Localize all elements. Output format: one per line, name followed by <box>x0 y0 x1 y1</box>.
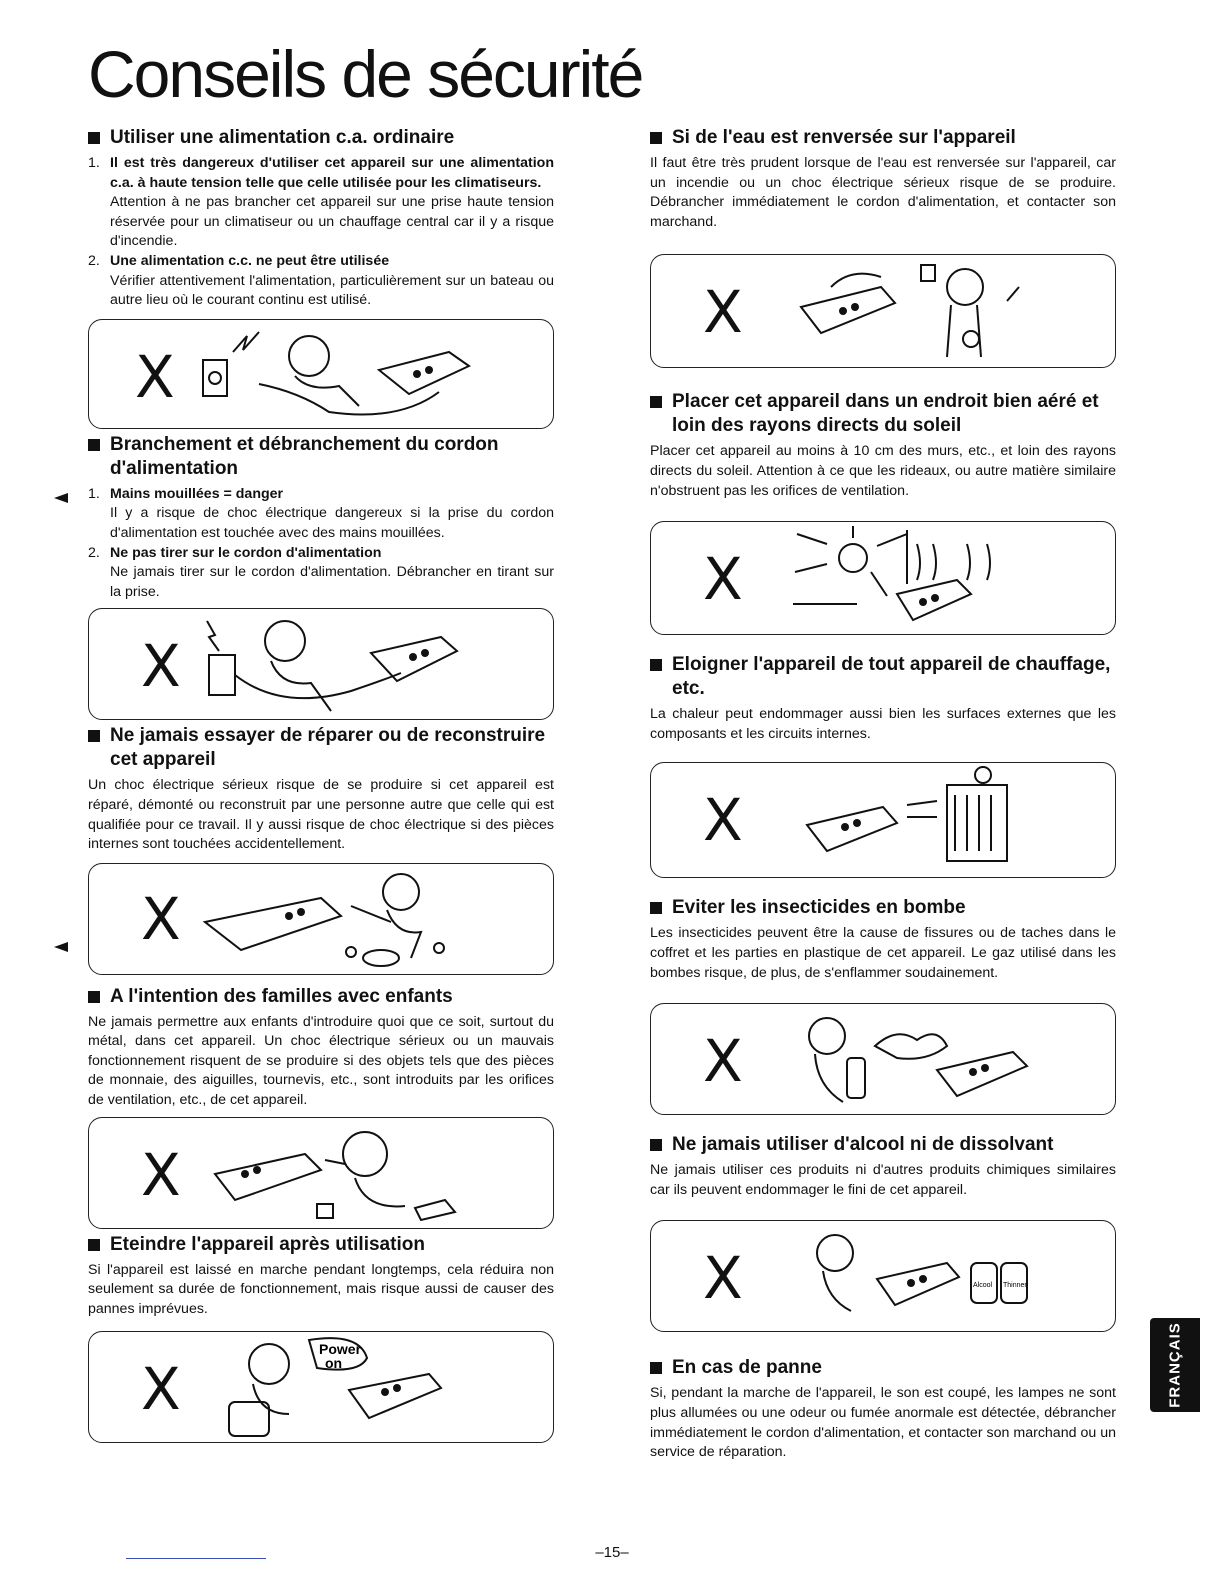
spray-illustration <box>787 1006 1117 1114</box>
margin-arrow-icon <box>54 942 68 952</box>
thinner-label: Thinner <box>1003 1282 1027 1290</box>
illustration-panel <box>88 1117 554 1229</box>
section-title: Eteindre l'appareil après utilisation <box>88 1233 554 1257</box>
section-title: Branchement et débranchement du cordon d'alimentation <box>88 433 554 481</box>
list-item: 1. Mains mouillées = danger Il y a risque de choc électrique dangereux si la prise du cordon d'alimentation est touchée avec des mains mouillées. <box>88 485 554 541</box>
cord-pull-illustration <box>201 611 531 719</box>
bullet-square-icon <box>650 1362 662 1374</box>
prohibited-x-icon: X <box>703 786 743 855</box>
prohibited-x-icon: X <box>703 545 743 614</box>
section-title: En cas de panne <box>650 1356 1116 1380</box>
prohibited-x-icon: X <box>703 1027 743 1096</box>
solvent-illustration <box>787 1223 1117 1331</box>
illustration-panel <box>88 1331 554 1443</box>
water-spill-illustration <box>781 257 1111 367</box>
section-title: Si de l'eau est renversée sur l'appareil <box>650 126 1116 150</box>
bullet-square-icon <box>650 1139 662 1151</box>
illustration-panel <box>650 1003 1116 1115</box>
margin-arrow-icon <box>54 493 68 503</box>
section-text: Placer cet appareil au moins à 10 cm des murs, etc., et loin des rayons directs du soleil. Attention à ce que les rideaux, ou autre matière similaire n'obstruent pas les orifices de ventilation. <box>650 443 1116 499</box>
bullet-square-icon <box>650 132 662 144</box>
section-ventilation <box>650 390 1116 635</box>
section-heat <box>650 653 1116 878</box>
section-title: A l'intention des familles avec enfants <box>88 985 554 1009</box>
power-label: Power <box>319 1341 362 1358</box>
bullet-square-icon <box>88 1239 100 1251</box>
list-item: 1. Il est très dangereux d'utiliser cet appareil sur une alimentation c.a. à haute tension telle que celle utilisée pour les climatiseurs. Attention à ne pas brancher cet appareil sur une prise haute tension réservée pour un climatiseur ou un chauffage central car il y a risque d'incendie. <box>88 155 554 250</box>
illustration-panel <box>88 608 554 720</box>
prohibited-x-icon: X <box>703 1244 743 1313</box>
section-text: Les insecticides peuvent être la cause de fissures ou de taches dans le coffret et les parties en plastique de cet appareil. Le gaz utilisé dans les bombes risque, de plus, de s'enflammer soudainement. <box>650 925 1116 981</box>
bullet-square-icon <box>650 902 662 914</box>
list-item: 2. Une alimentation c.c. ne peut être utilisée Vérifier attentivement l'alimentation, particulièrement sur un bateau ou autre lieu où le courant continu est utilisé. <box>88 252 554 309</box>
illustration-panel <box>650 762 1116 878</box>
bullet-square-icon <box>88 730 100 742</box>
section-insecticides <box>650 896 1116 1115</box>
section-text: Un choc électrique sérieux risque de se produire si cet appareil est réparé, démonté ou reconstruit par une personne autre que celle qui est qualifiée pour ce travail. Il y aussi risque de choc électrique si des pièces internes sont touchées accidentellement. <box>88 777 554 853</box>
on-label: on <box>325 1355 343 1372</box>
section-no-repair <box>88 724 554 974</box>
prohibited-x-icon: X <box>141 1355 181 1424</box>
disassembly-illustration <box>201 866 531 974</box>
section-title: Eloigner l'appareil de tout appareil de chauffage, etc. <box>650 653 1116 701</box>
section-children <box>88 985 554 1229</box>
section-power-cord <box>88 433 554 721</box>
prohibited-x-icon: X <box>703 278 743 347</box>
section-switch-off <box>88 1233 554 1444</box>
section-text: Il faut être très prudent lorsque de l'eau est renversée sur l'appareil, car un incendie ou un choc électrique sérieux risque de se produire. Débrancher immédiatement le cordon d'alimentation, et contacter son marchand. <box>650 155 1116 230</box>
section-title: Ne jamais utiliser d'alcool ni de dissolvant <box>650 1133 1116 1157</box>
prohibited-x-icon: X <box>141 884 181 953</box>
prohibited-x-icon: X <box>141 632 181 701</box>
bullet-square-icon <box>88 991 100 1003</box>
illustration-panel <box>88 319 554 429</box>
page-number: –15– <box>595 1544 629 1561</box>
illustration-panel <box>650 521 1116 635</box>
sunlight-illustration <box>787 524 1117 634</box>
section-solvents <box>650 1133 1116 1332</box>
bullet-square-icon <box>650 659 662 671</box>
section-text: La chaleur peut endommager aussi bien les surfaces externes que les composants et les circuits internes. <box>650 706 1116 742</box>
illustration-panel <box>650 254 1116 368</box>
section-water <box>650 126 1116 368</box>
child-illustration <box>205 1120 535 1228</box>
power-on-illustration <box>209 1334 539 1442</box>
section-malfunction <box>650 1356 1116 1462</box>
left-column <box>88 126 554 1443</box>
bullet-square-icon <box>88 132 100 144</box>
section-text: Si l'appareil est laissé en marche pendant longtemps, cela réduira non seulement sa durée de fonctionnement, mais risque aussi de causer des pannes imprévues. <box>88 1261 554 1317</box>
section-title: Eviter les insecticides en bombe <box>650 896 1116 920</box>
outlet-shock-illustration <box>199 322 529 428</box>
section-power-supply <box>88 126 554 429</box>
prohibited-x-icon: X <box>135 342 175 411</box>
section-text: Ne jamais utiliser ces produits ni d'autres produits chimiques similaires car ils peuvent endommager le fini de cet appareil. <box>650 1162 1116 1198</box>
alcohol-label: Alcool <box>973 1282 993 1290</box>
section-title: Ne jamais essayer de réparer ou de reconstruire cet appareil <box>88 724 554 772</box>
prohibited-x-icon: X <box>141 1140 181 1209</box>
page-title: Conseils de sécurité <box>88 37 643 111</box>
section-text: Si, pendant la marche de l'appareil, le son est coupé, les lampes ne sont plus allumées ou une odeur ou fumée anormale est détectée, débrancher immédiatement le cordon d'alimentation, et contacter son marchand ou un service de réparation. <box>650 1385 1116 1461</box>
heater-illustration <box>787 765 1117 877</box>
section-text: Ne jamais permettre aux enfants d'introduire quoi que ce soit, surtout du métal, dans cet appareil. Un choc électrique sérieux ou un mauvais fonctionnement risquent de se produire si des objets tels que des pièces de monnaie, des aiguilles, tournevis, etc., sont introduits par les orifices de ventilation, etc., de cet appareil. <box>88 1013 554 1109</box>
illustration-panel <box>650 1220 1116 1332</box>
bullet-square-icon <box>650 396 662 408</box>
divider <box>126 1558 266 1559</box>
language-tab: FRANÇAIS <box>1150 1318 1200 1412</box>
right-column <box>650 126 1116 1463</box>
bullet-square-icon <box>88 439 100 451</box>
section-title: Utiliser une alimentation c.a. ordinaire <box>88 126 554 150</box>
illustration-panel <box>88 863 554 975</box>
section-title: Placer cet appareil dans un endroit bien aéré et loin des rayons directs du soleil <box>650 390 1116 438</box>
list-item: 2. Ne pas tirer sur le cordon d'alimentation Ne jamais tirer sur le cordon d'alimentation. Débrancher en tirant sur la prise. <box>88 544 554 600</box>
